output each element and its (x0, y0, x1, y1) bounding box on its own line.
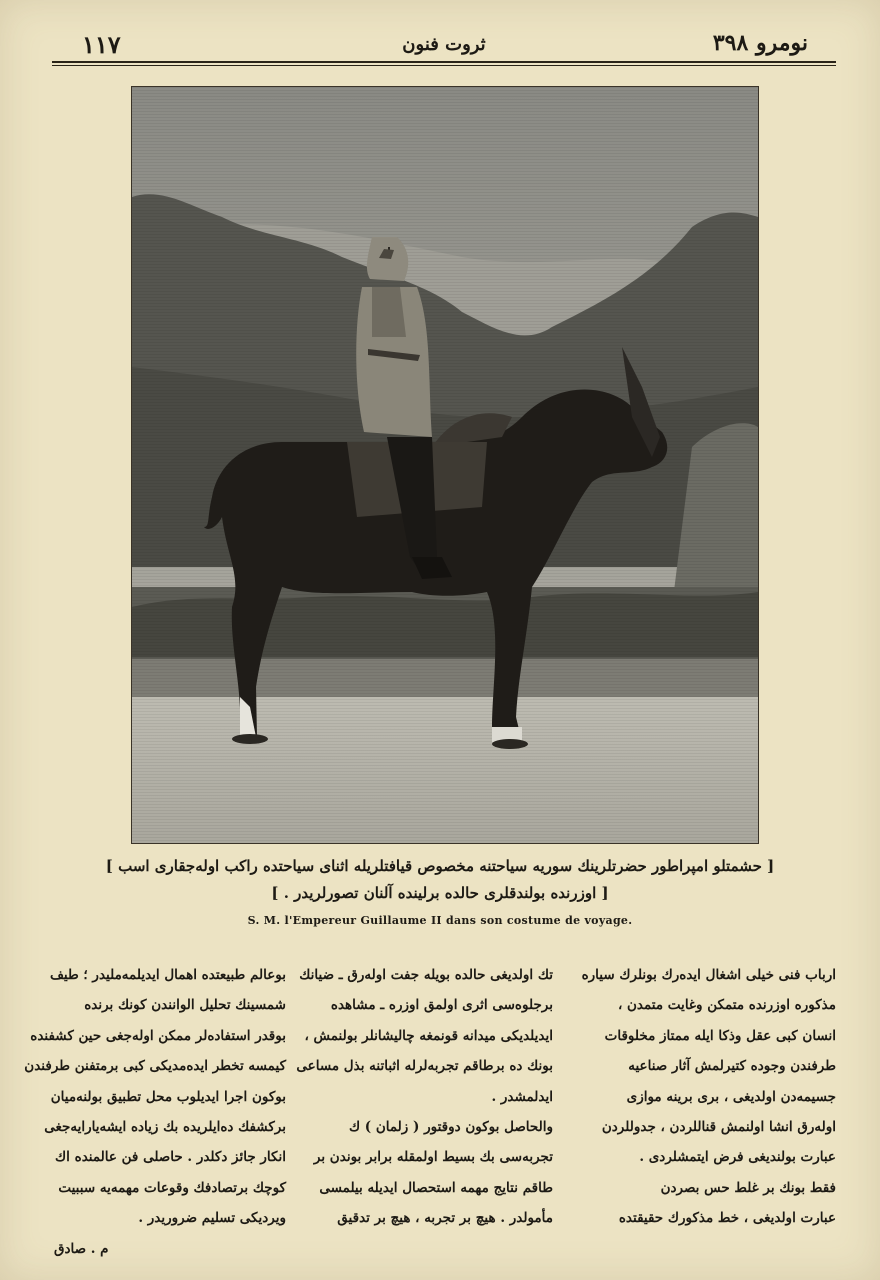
text-line: عبارت اولدیغی ، خط مذکورك حقیقتده (618, 1210, 836, 1227)
text-line: کیمسه تخطر ایده‌مدیکی کبی برمتفنن طرفندن (24, 1058, 286, 1075)
caption-ottoman-line1: [ حشمتلو امپراطور حضرتلرینك سوریه سیاحتنه مخصوص قیافتلریله اثنای سیاحتده راکب اوله‌جقاری اسب ] (105, 857, 775, 875)
text-line: اوله‌رق انشا اولنمش قناللردن ، جدوللردن (601, 1119, 836, 1136)
emperor-on-horse-photo (131, 86, 759, 844)
text-line: برجلوه‌سی اثری اولمق اوزره ـ مشاهده (330, 997, 553, 1014)
text-line: شمسینك تحلیل الوانندن کونك برنده (84, 997, 286, 1014)
text-line: تجربه‌سی بك بسیط اولمقله برابر بوندن بر (313, 1149, 553, 1166)
text-line: فقط بونك بر غلط حس بصردن (660, 1179, 836, 1196)
header-rule (52, 61, 836, 63)
caption-ottoman-line2: [ اوزرنده بولندقلری حالده برلینده آلنان تصورلریدر . ] (271, 884, 609, 902)
page-number: ١١٧ (82, 30, 121, 59)
text-column-middle (296, 960, 553, 1234)
text-line: بونك ده برطاقم تجربه‌لرله اثباتنه بذل مساعی (296, 1058, 553, 1075)
text-line: طاقم نتایج مهمه استحصال ایدیله بیلمسی (319, 1179, 553, 1196)
page-header (52, 28, 836, 64)
text-line: والحاصل بوکون دوقتور ( زلمان ) ك (348, 1119, 553, 1136)
text-line: بوقدر استفاده‌لر ممکن اوله‌جغی حین کشفنده (30, 1027, 286, 1044)
text-line: جسیمه‌دن اولدیغی ، بری برینه موازی (626, 1088, 836, 1105)
text-line: ارباب فنی خیلی اشغال ایده‌رك بونلرك سیاره‌ (581, 967, 836, 983)
text-line: تك اولدیغی حالده بویله جفت اوله‌رق ـ ضیانك (299, 967, 553, 983)
text-line: بوعالم طبیعتده اهمال ایدیلمه‌ملیدر ؛ طیف (49, 967, 286, 983)
text-line: مأمولدر . هیچ بر تجربه ، هیچ بر تدقیق (337, 1210, 553, 1227)
issue-number: نومرو ٣٩٨ (712, 30, 808, 56)
text-line: طرفندن وجوده کتیرلمش آثار صناعیه‌ (628, 1058, 836, 1075)
text-line: انکار جائز دکلدر . حاصلی فن عالمنده اك (55, 1149, 286, 1166)
text-line: ایدلمشدر . (491, 1088, 553, 1105)
text-line: بوکون اجرا ایدیلوب محل تطبیق بولنه‌میان (50, 1088, 286, 1105)
text-line: ویردیکی تسلیم ضروریدر . (138, 1210, 286, 1227)
header-rule-thin (52, 65, 836, 66)
author-signature: م . صادق (54, 1240, 109, 1257)
text-line: برکشفك ده‌ایلریده بك زیاده ایشه‌یارایه‌جغی (44, 1119, 286, 1136)
text-line: کوچك برتصادفك وقوعات مهمه‌یه سببیت (58, 1179, 286, 1196)
text-line: عبارت بولندیغی فرض ایتمشلردی . (639, 1149, 836, 1166)
text-line: مذکوره اوزرنده متمکن وغایت متمدن ، (617, 997, 836, 1014)
journal-title: ثروت فنون (402, 34, 486, 55)
engraving-image (132, 87, 758, 843)
text-column-right (581, 960, 836, 1234)
text-column-left (24, 960, 286, 1264)
text-line: انسان کبی عقل وذکا ایله ممتاز مخلوقات (604, 1027, 836, 1044)
caption-french: S. M. l'Empereur Guillaume II dans son costume de voyage. (247, 914, 633, 927)
text-line: ایدیلدیکی میدانه قونمغه چالیشانلر بولنمش ، (304, 1027, 553, 1044)
